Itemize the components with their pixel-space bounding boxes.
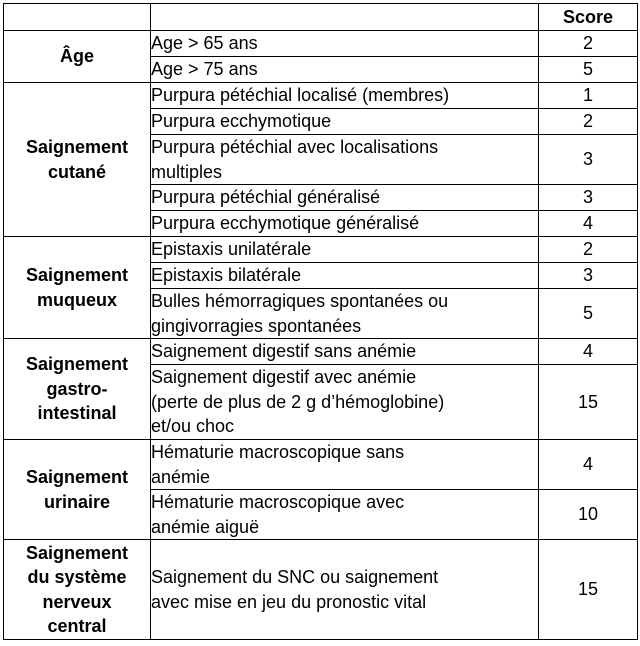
category-label-line: central [47, 616, 107, 636]
criterion-text-line: Purpura pétéchial localisé (membres) [151, 85, 450, 106]
category-cell [4, 31, 151, 83]
score-value: 15 [539, 365, 638, 440]
criterion-text-line: Purpura pétéchial avec localisations [151, 137, 439, 157]
score-value: 3 [539, 135, 638, 185]
category-label-line: Saignement [25, 265, 129, 285]
header-row [4, 4, 638, 31]
table-row [4, 339, 638, 365]
score-value: 1 [539, 83, 638, 109]
table-row [4, 440, 638, 490]
table-row [4, 83, 638, 109]
score-value: 3 [539, 185, 638, 211]
criterion-cell [151, 57, 539, 83]
category-label-line: Âge [59, 46, 94, 67]
criterion-cell [151, 185, 539, 211]
criterion-text-line: Age > 75 ans [151, 59, 258, 80]
category-label-line: muqueux [36, 289, 117, 310]
criterion-text-line: avec mise en jeu du pronostic vital [151, 591, 427, 612]
criterion-cell [151, 540, 539, 640]
category-label-line: Saignement [25, 137, 129, 157]
score-value: 2 [539, 109, 638, 135]
criterion-cell [151, 490, 539, 540]
score-value: 15 [539, 540, 638, 640]
score-value: 4 [539, 440, 638, 490]
category-label-line: cutané [47, 161, 107, 182]
criterion-text-line: gingivorragies spontanées [151, 315, 362, 336]
category-label-line: gastro- [46, 378, 108, 399]
criterion-text-line: Epistaxis unilatérale [151, 239, 312, 260]
score-value: 4 [539, 339, 638, 365]
score-value: 2 [539, 237, 638, 263]
category-label-line: du système [27, 567, 127, 587]
criterion-cell [151, 211, 539, 237]
criterion-cell [151, 237, 539, 263]
criterion-text-line: Bulles hémorragiques spontanées ou [151, 291, 449, 311]
criterion-cell [151, 440, 539, 490]
category-cell [4, 440, 151, 540]
score-value: 10 [539, 490, 638, 540]
criterion-text-line: Epistaxis bilatérale [151, 265, 302, 286]
score-value: 5 [539, 57, 638, 83]
header-empty-cell [151, 4, 539, 31]
criterion-cell [151, 339, 539, 365]
category-cell [4, 237, 151, 339]
category-label-line: intestinal [37, 403, 117, 424]
score-value: 2 [539, 31, 638, 57]
score-column-header: Score [539, 4, 638, 31]
criterion-cell [151, 289, 539, 339]
criterion-text-line: Purpura pétéchial généralisé [151, 187, 381, 208]
criterion-text-line: Purpura ecchymotique généralisé [151, 213, 420, 234]
table-row [4, 31, 638, 57]
criterion-text-line: Saignement digestif sans anémie [151, 341, 417, 362]
criterion-text-line: Hématurie macroscopique sans [151, 442, 405, 462]
criterion-cell [151, 263, 539, 289]
category-cell [4, 540, 151, 640]
criterion-text-line: et/ou choc [151, 416, 235, 437]
score-table [3, 3, 638, 640]
criterion-cell [151, 365, 539, 440]
category-label-line: Saignement [25, 354, 129, 375]
criterion-text-line: Hématurie macroscopique avec [151, 492, 405, 512]
criterion-text-line: Age > 65 ans [151, 33, 258, 54]
category-label-line: nerveux [42, 591, 112, 612]
category-cell [4, 339, 151, 440]
criterion-text-line: Saignement du SNC ou saignement [151, 567, 439, 587]
category-cell [4, 83, 151, 237]
category-label-line: urinaire [43, 491, 111, 512]
table-row [4, 540, 638, 640]
criterion-text-line: anémie [151, 466, 211, 487]
score-table-body [4, 4, 638, 640]
criterion-text-line: anémie aiguë [151, 516, 260, 537]
criterion-cell [151, 109, 539, 135]
criterion-text-line: (perte de plus de 2 g d’hémoglobine) [151, 391, 445, 412]
criterion-text-line: Purpura ecchymotique [151, 111, 332, 132]
category-label-line: Saignement [25, 542, 129, 563]
criterion-cell [151, 135, 539, 185]
score-value: 5 [539, 289, 638, 339]
header-empty-cell [4, 4, 151, 31]
score-value: 4 [539, 211, 638, 237]
table-row [4, 237, 638, 263]
score-value: 3 [539, 263, 638, 289]
category-label-line: Saignement [25, 467, 129, 487]
criterion-text-line: multiples [151, 161, 223, 182]
criterion-text-line: Saignement digestif avec anémie [151, 367, 417, 388]
criterion-cell [151, 31, 539, 57]
criterion-cell [151, 83, 539, 109]
